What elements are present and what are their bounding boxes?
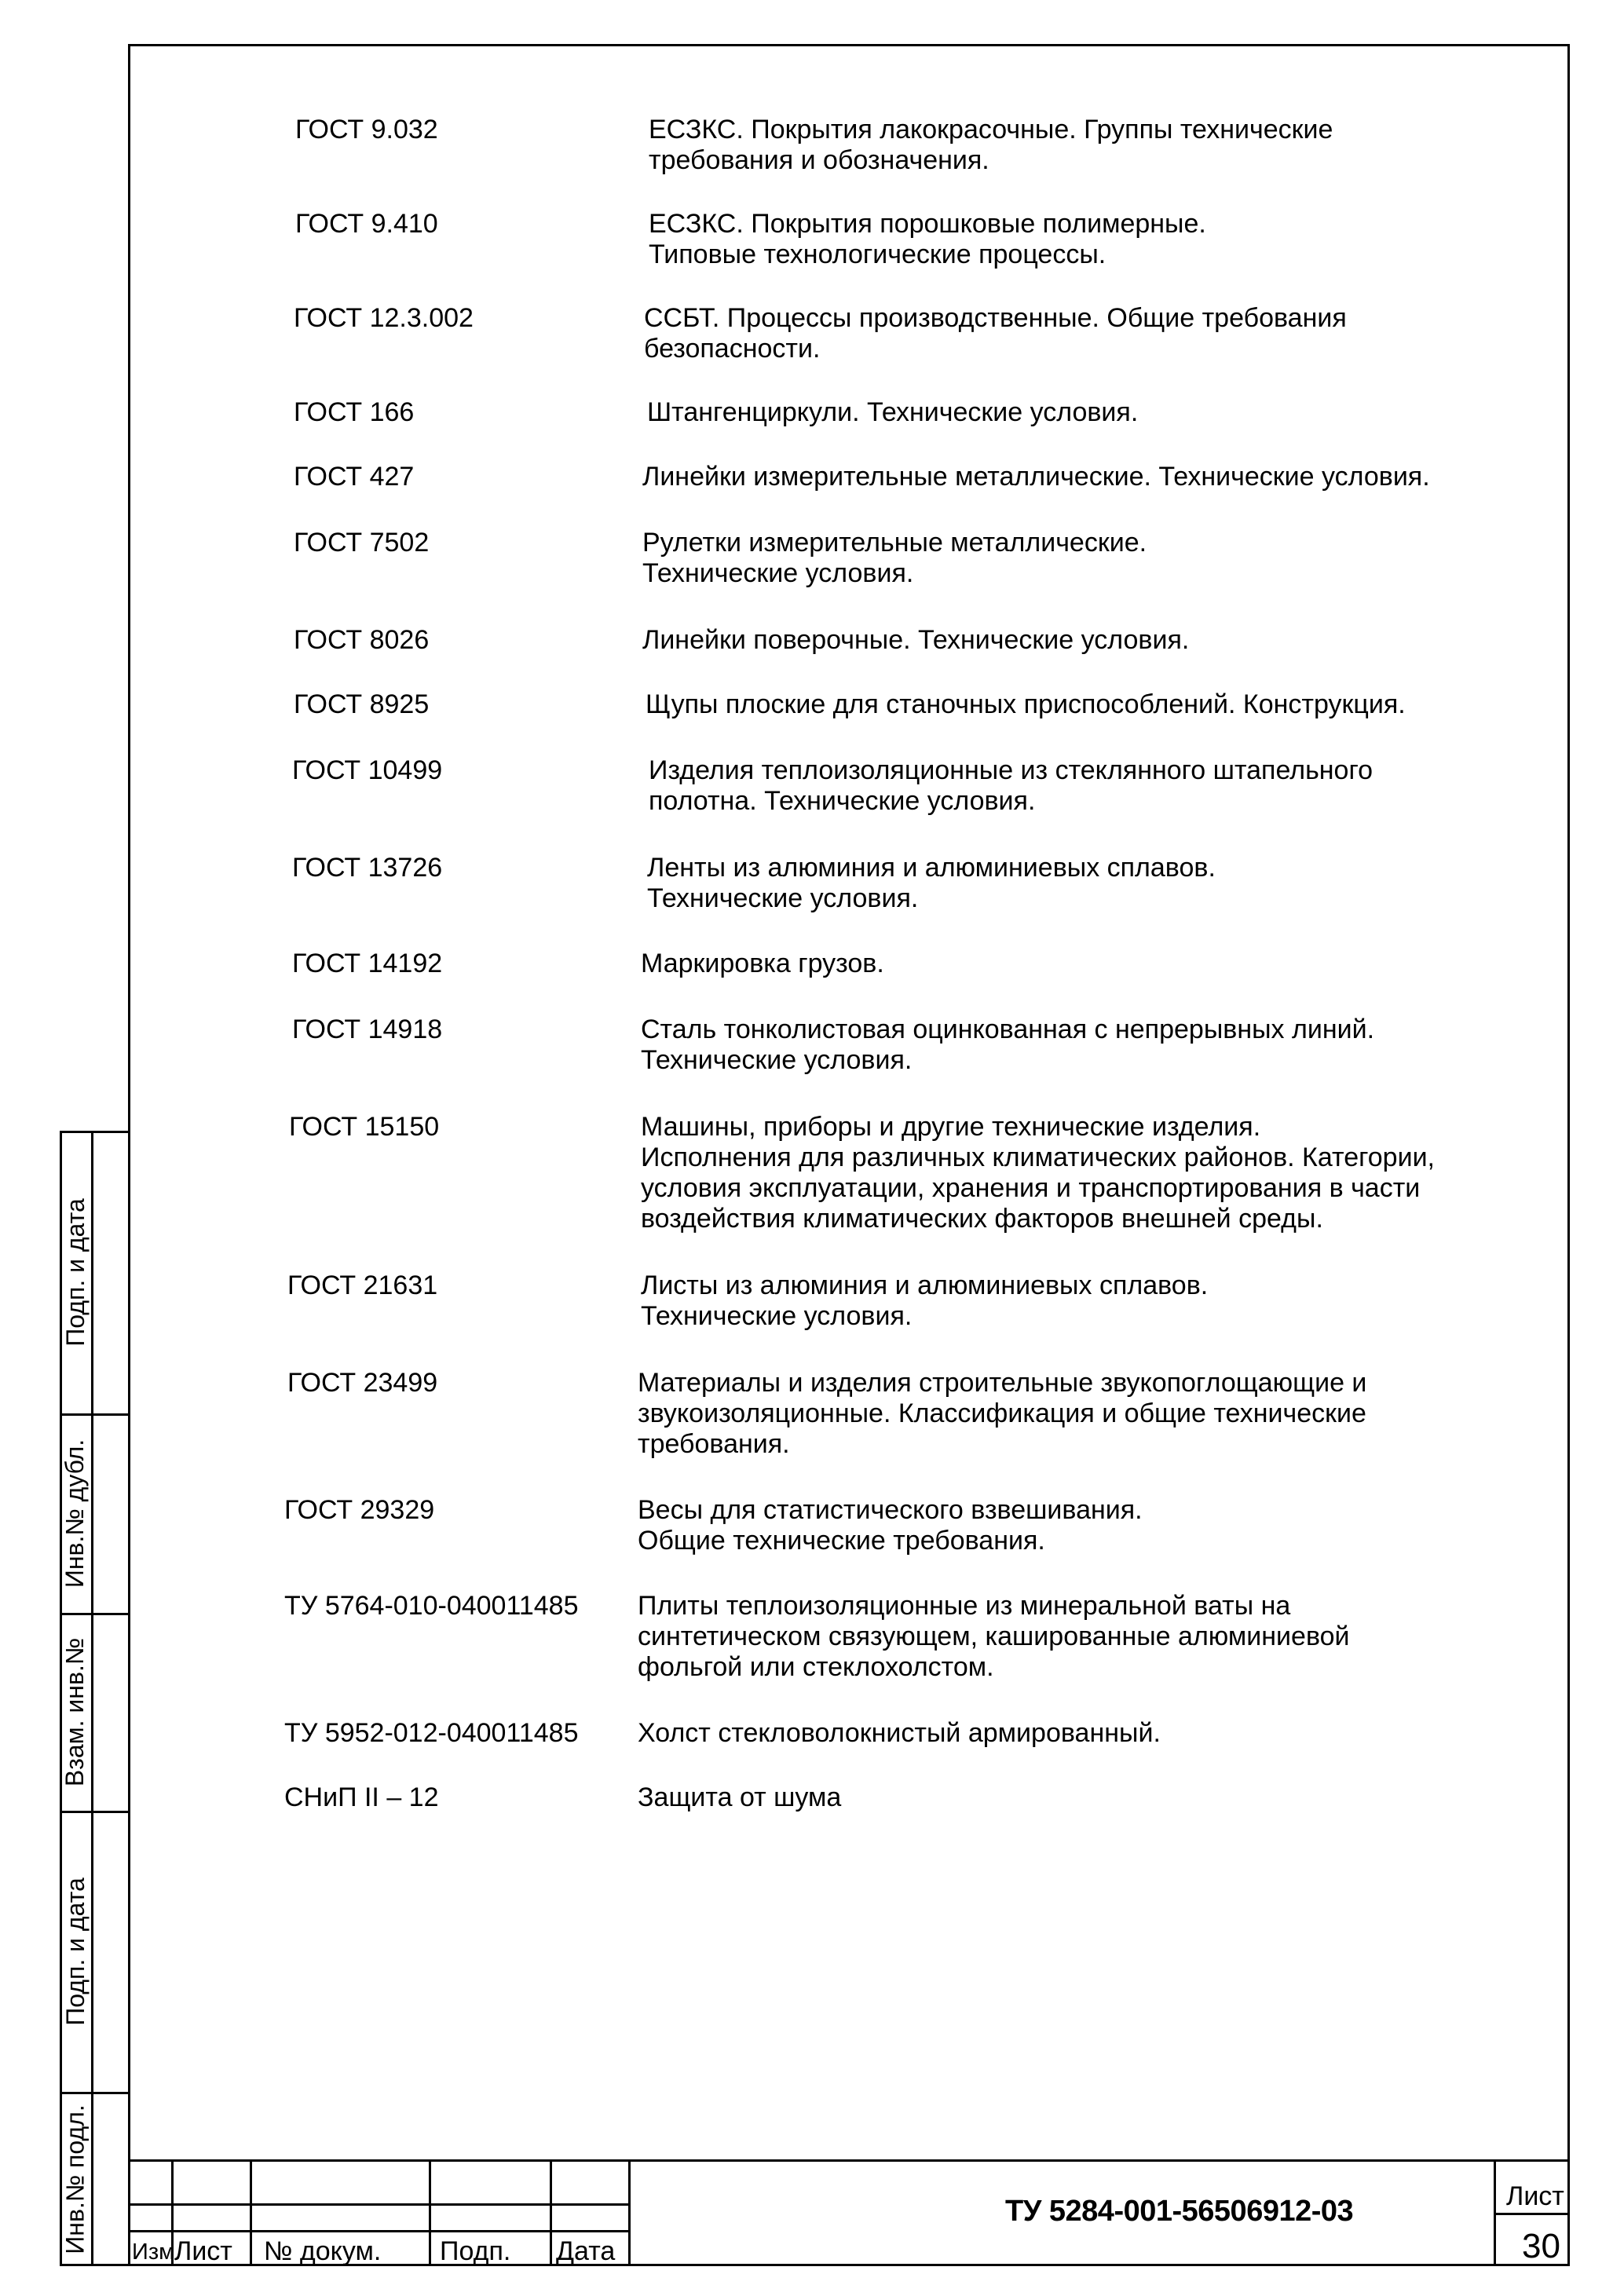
side-stamp-divider [91,1131,93,2266]
standard-code: ГОСТ 14192 [292,949,443,978]
sheet-label: Лист [1506,2181,1564,2211]
standard-description: Штангенциркули. Технические условия. [647,397,1139,427]
date-label: Дата [556,2236,616,2266]
list-label: Лист [174,2236,232,2266]
title-block-line [128,2159,1570,2162]
standard-code: ГОСТ 166 [294,397,415,427]
standard-description: ССБТ. Процессы производственные. Общие требования безопасности. [644,303,1347,364]
standard-description: Сталь тонколистовая оцинкованная с непрерывных линий. Технические условия. [641,1015,1375,1075]
standard-description: Изделия теплоизоляционные из стеклянного штапельного полотна. Технические условия. [649,755,1373,816]
sheet-number: 30 [1522,2227,1560,2265]
side-label-text: Взам. инв.№ [60,1637,90,1786]
standard-description: Машины, приборы и другие технические изделия. Исполнения для различных климатических районов. Категории, условия эксплуатации, хранения и транспортирования в части воздействия климатических факторов внешней среды. [641,1112,1436,1234]
side-label-inv-dubl [60,1413,91,1613]
standard-code: ТУ 5764-010-040011485 [284,1591,579,1621]
standard-description: Листы из алюминия и алюминиевых сплавов. Технические условия. [641,1270,1209,1331]
standard-description: Холст стекловолокнистый армированный. [638,1718,1161,1748]
standard-code: ГОСТ 9.410 [295,209,438,239]
standard-code: ГОСТ 13726 [292,853,443,883]
side-label-vzam-inv [60,1613,91,1811]
side-label-inv-podl [60,2092,91,2266]
standard-description: Маркировка грузов. [641,949,884,978]
side-label-text: Инв.№ подл. [60,2104,90,2254]
title-block-line [128,2203,631,2206]
side-label-text: Подп. и дата [60,1197,90,1347]
standard-description: Весы для статистического взвешивания. Общие технические требования. [638,1495,1143,1556]
side-label-podp-data-2 [60,1811,91,2092]
standard-code: ГОСТ 427 [294,462,415,492]
signature-label: Подп. [440,2236,511,2266]
title-block-line [250,2159,252,2266]
standard-description: Ленты из алюминия и алюминиевых сплавов. Технические условия. [647,853,1216,913]
standard-code: ГОСТ 23499 [287,1368,438,1398]
document-designation: ТУ 5284-001-56506912-03 [1005,2195,1354,2228]
standard-code: СНиП II – 12 [284,1782,439,1812]
standard-code: ГОСТ 7502 [294,528,430,558]
standard-description: Материалы и изделия строительные звукопоглощающие и звукоизоляционные. Классификация и общие технические требования. [638,1368,1367,1459]
title-block-line [429,2159,431,2266]
standard-code: ГОСТ 15150 [289,1112,440,1142]
title-block-line [128,2230,631,2232]
side-label-text: Инв.№ дубл. [60,1439,90,1588]
standard-description: Линейки измерительные металлические. Технические условия. [642,462,1430,492]
standard-code: ГОСТ 8026 [294,625,430,655]
standard-description: Линейки поверочные. Технические условия. [642,625,1190,655]
standard-code: ГОСТ 8925 [294,689,430,719]
side-label-text: Подп. и дата [60,1877,90,2026]
standard-code: ГОСТ 29329 [284,1495,435,1525]
standard-code: ГОСТ 10499 [292,755,443,785]
doc-number-label: № докум. [264,2236,382,2266]
standard-code: ГОСТ 21631 [287,1270,438,1300]
standard-description: ЕСЗКС. Покрытия порошковые полимерные. Типовые технологические процессы. [649,209,1206,269]
standard-code: ГОСТ 9.032 [295,115,438,144]
standard-code: ГОСТ 14918 [292,1015,443,1044]
title-block-line [550,2159,552,2266]
standard-code: ГОСТ 12.3.002 [294,303,474,333]
title-block-line [628,2159,631,2266]
standard-description: Плиты теплоизоляционные из минеральной ваты на синтетическом связующем, кашированные алюминиевой фольгой или стеклохолстом. [638,1591,1350,1682]
title-block-line [1494,2213,1570,2215]
side-label-podp-data [60,1131,91,1413]
standard-description: Щупы плоские для станочных приспособлений. Конструкция. [646,689,1406,719]
standard-code: ТУ 5952-012-040011485 [284,1718,579,1748]
standard-description: Рулетки измерительные металлические. Технические условия. [642,528,1147,588]
title-block-line [1494,2159,1496,2266]
standard-description: Защита от шума [638,1782,842,1812]
standard-description: ЕСЗКС. Покрытия лакокрасочные. Группы технические требования и обозначения. [649,115,1333,175]
izm-label: Изм. [132,2239,181,2265]
